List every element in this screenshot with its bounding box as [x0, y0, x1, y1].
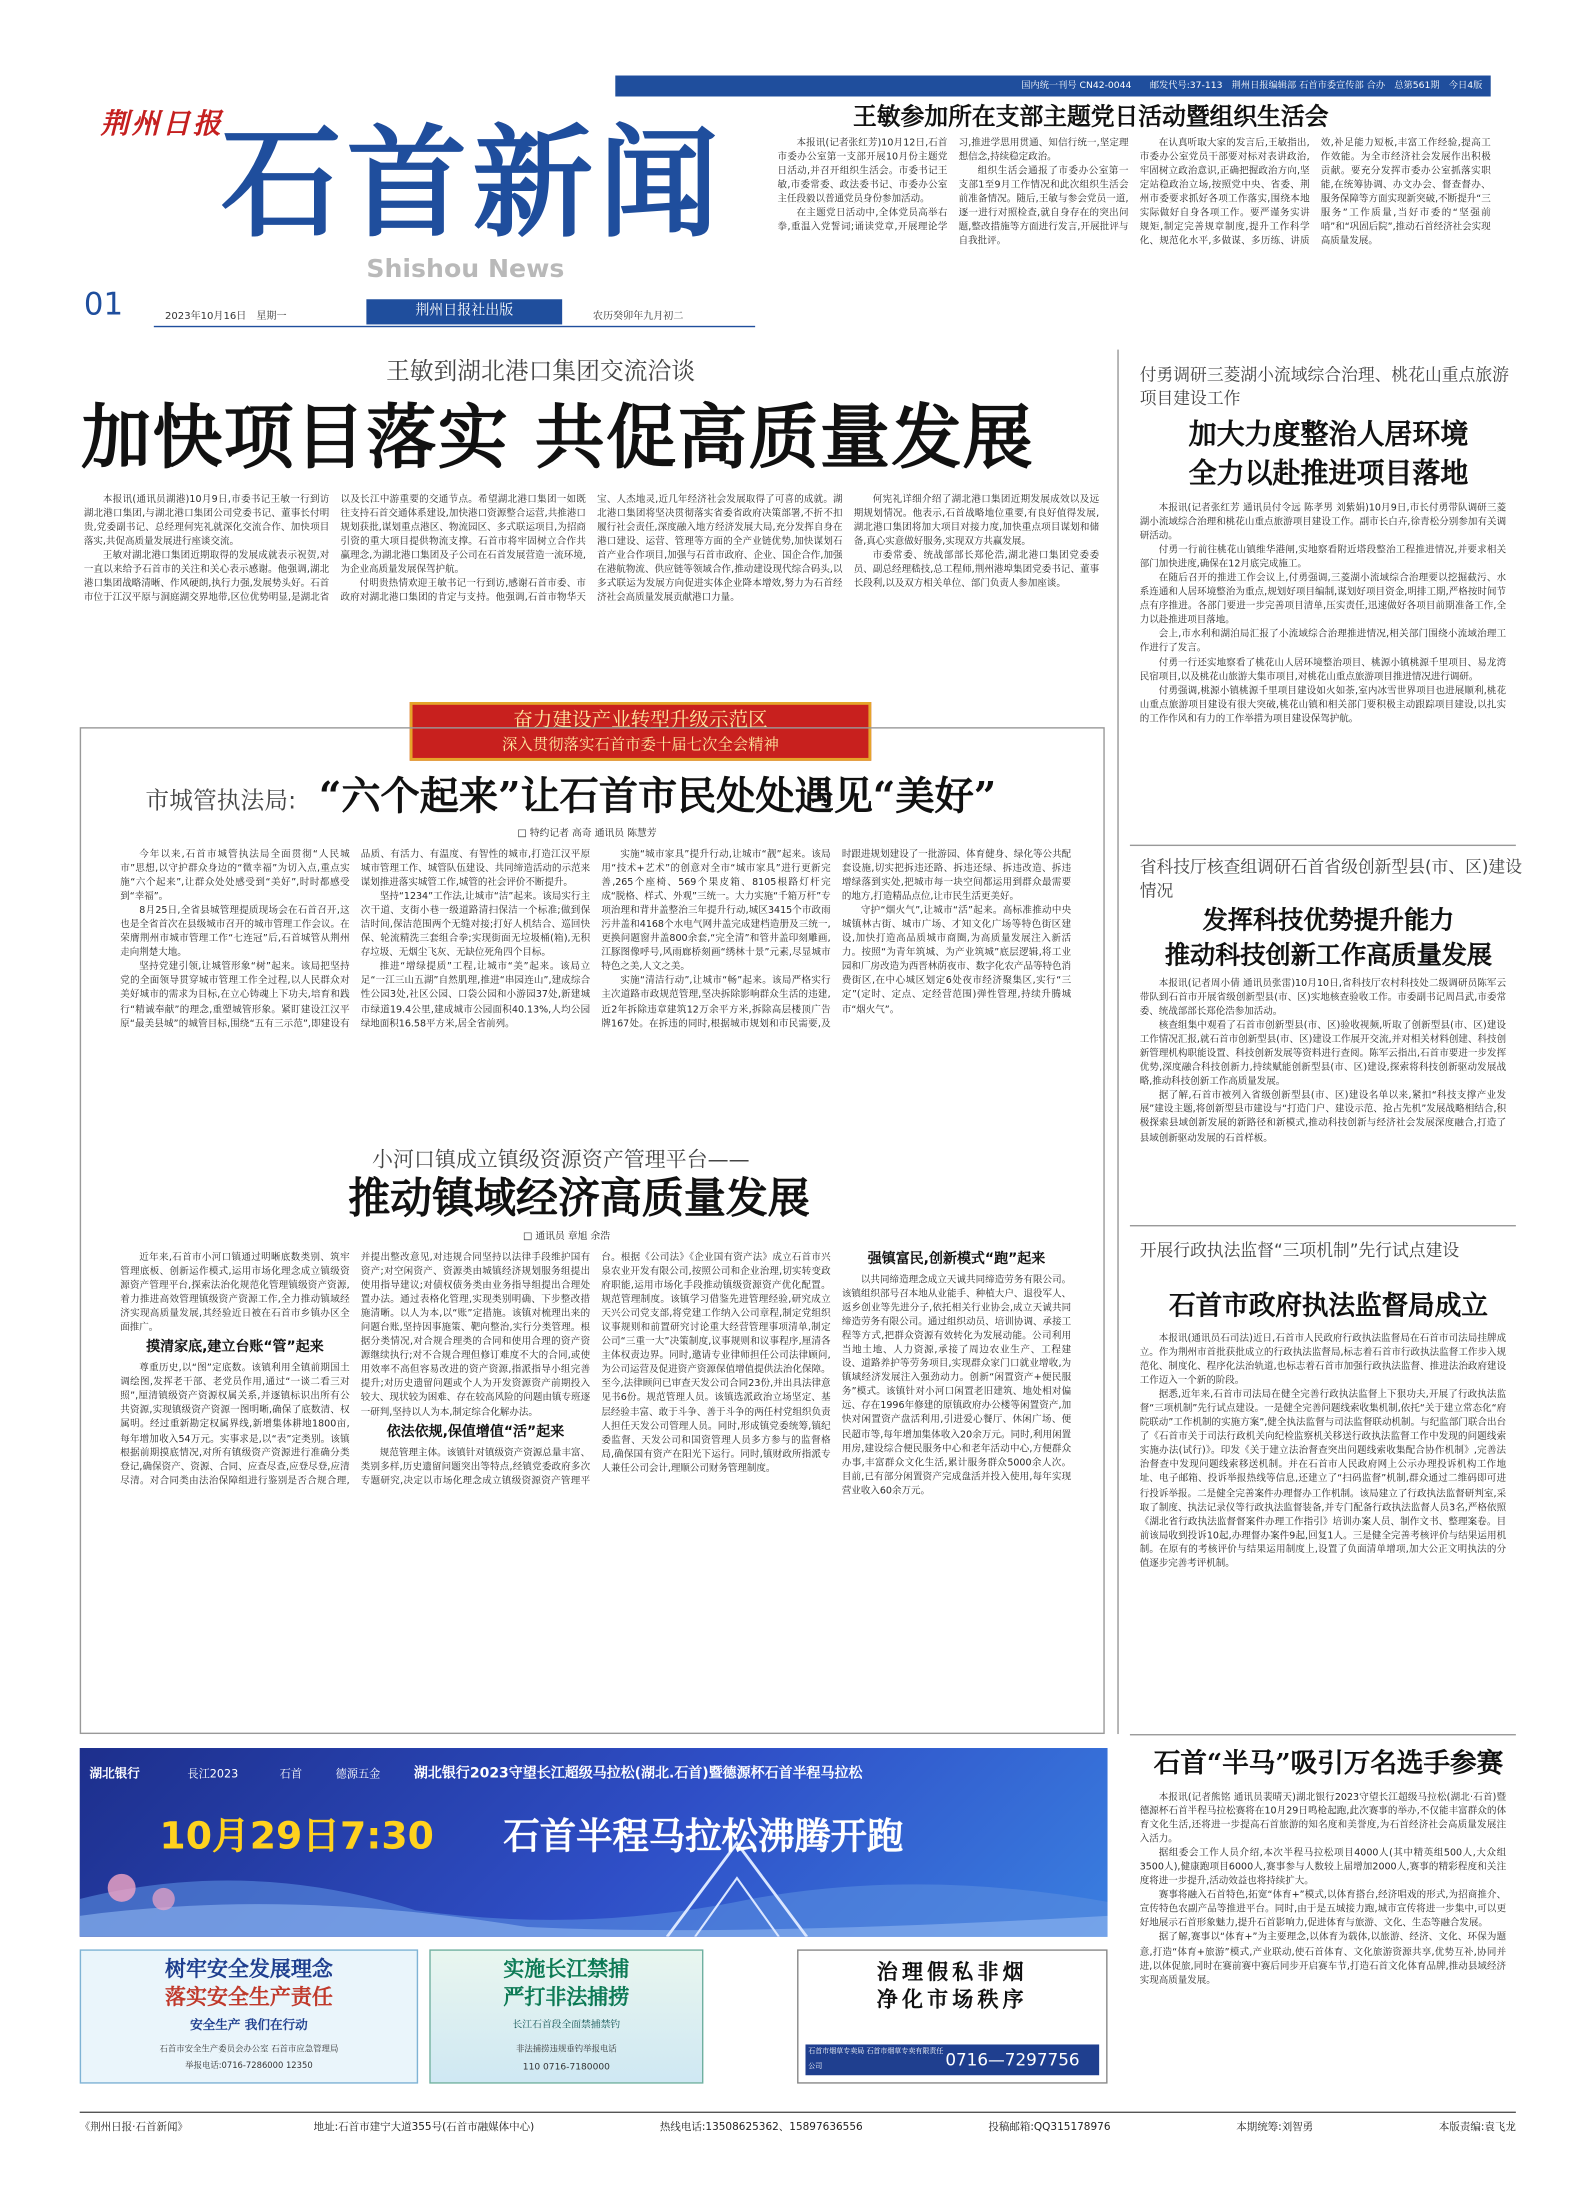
- right1-kicker: 付勇调研三菱湖小流域综合治理、桃花山重点旅游项目建设工作: [1139, 364, 1509, 409]
- lead-story-kicker: 王敏到湖北港口集团交流洽谈: [385, 357, 696, 386]
- feature2-kicker: 小河口镇成立镇级资源资产管理平台——: [371, 1146, 750, 1172]
- feature2-section-text: 规范管理主体。该镇针对镇级资产资源总量丰富、类别多样,历史遗留问题突出等特点,经镇党委政府多次专题研究,决定以市场化理念成立镇级资源资产管理平台。根据《公司法》《企业国有资产法》成立石首市兴泉农业开发有限公司,按照公司和企业治理,切实转变政府职能,运用市场化手段推动镇级资源资产优化配置。规范管理制度。该镇学习借鉴先进管理经验,研究成立天兴公司党支部,将党建工作纳入公司章程,制定党组织议事规则和前置研究讨论重大经营管理事项清单,制定公司“三重一大”决策制度,议事规则和议事程序,厘清各主体权责边界。同时,邀请专业律师担任公司法律顾问,为公司运营及促进资产资源保值增值提供法治化保障。至今,法律顾问已审查天发公司合同23份,并出具法律意见书6份。规范管理人员。该镇选派政治立场坚定、基层经验丰富、敢于斗争、善于斗争的两任村党组织负责人担任天发公司管理人员。同时,形成镇党委统筹,镇纪委监督、天发公司和国资管理人员多方参与的监督格局,确保国有资产在阳光下运行。同时,镇财政所指派专人兼任公司会计,理顺公司财务管理制度。: [360, 1251, 831, 1487]
- right4-body: [1140, 1790, 1506, 2103]
- right1-body: [1140, 501, 1506, 837]
- footer-responsible: 本版责编:袁飞龙: [1438, 2119, 1516, 2133]
- page-number: 01: [83, 288, 124, 324]
- masthead-title: 石首新闻: [220, 113, 725, 255]
- lead-story-paragraph: 王敏对湖北港口集团近期取得的发展成就表示祝贺,对一直以来给予石首市的关注和关心表示感谢。他强调,湖北港口集团战略清晰、作风硬朗,执行力强,发展势头好。石首市位于江汉平原与洞庭湖交界地带,区位优势明显,是湖北省以及长江中游重要的交通节点。希望湖北港口集团一如既往支持石首交通体系建设,加快港口资源整合运营,共推港口规划获批,谋划重点港区、物流园区、多式联运项目,为招商引资的重大项目提供物流支撑。石首市将牢固树立合作共赢理念,为湖北港口集团及子公司在石首发展营造一流环境,为企业高质量发展保驾护航。: [83, 493, 586, 604]
- safety-ad-line3: 安全生产 我们在行动: [190, 2019, 308, 2034]
- counterfeit-ad-line2: 净化市场秩序: [876, 1987, 1028, 2013]
- right1-headline: 加大力度整治人居环境 全力以赴推进项目落地: [1188, 416, 1469, 490]
- safety-ad-footer: 石首市安全生产委员会办公室 石首市应急管理局: [159, 2044, 339, 2055]
- publisher-text: 荆州日报社出版: [415, 303, 514, 319]
- feature1-paragraph: 8月25日,全省县城管理提质现场会在石首召开,这也是全省首次在县级城市召开的城市管理工作会议。在荣膺荆州市城市管理工作“七连冠”后,石首城管从荆州走向荆楚大地。: [120, 905, 350, 959]
- top-story-paragraph: 本报讯(记者张红芳)10月12日,石首市委办公室第一支部开展10月份主题党日活动,并召开组织生活会。市委书记王敏,市委常委、政法委书记、市委办公室主任段毅以普通党员身份参加活动。: [777, 137, 948, 205]
- marathon-sponsor-4: 德源五金: [335, 1767, 381, 1781]
- footer-bar: [80, 2117, 1516, 2137]
- special-banner-line1: 奋力建设产业转型升级示范区: [513, 708, 768, 732]
- right4-paragraph: 赛事将融入石首特色,拓宽“体育+”模式,以体育搭台,经济唱戏的形式,为招商推介、宣传特色农副产品等推进平台。同时,由于是五城接力跑,城市宣传将进一步集中,可以更好地展示石首形象魅力,提升石首影响力,促进体育与旅游、文化、生态等融合发展。: [1139, 1889, 1507, 1929]
- right-divider-2: [1130, 1225, 1516, 1226]
- feature1-byline: □ 特约记者 高奇 通讯员 陈慧芳: [517, 827, 657, 840]
- feature1-paragraph: 推进“增绿提质”工程,让城市“美”起来。该局立足“一江三山五湖”自然肌理,推进“串园连山”,建成综合性公园3处,社区公园、口袋公园和小游园37处,新建城市绿道19.4公里,建成城市公园面积40.13%,人均公园绿地面积16.58平方米,居全省前列。: [360, 961, 591, 1029]
- feature1-paragraph: 坚持“1234”工作法,让城市“洁”起来。该局实行主次干道、支街小巷一级道路清扫保洁一个标准;做到保洁时间,保洁范围两个无缝对接;打好人机结合、巡回快保、轮流精洗三套组合拳;实现街面无垃圾桶(箱),无积存垃圾、无烟尘飞灰、无缺位死角四个目标。: [360, 890, 591, 959]
- lead-story-paragraph: 市委常委、统战部部长郑伦浩,湖北港口集团党委委员、副总经理嵇技,总工程师,荆州港埠集团党委书记、董事长段利,以及双方相关单位、部门负责人参加座谈。: [853, 549, 1100, 590]
- top-story-body: [778, 136, 1491, 343]
- right-divider-3: [1130, 1734, 1516, 1735]
- footer-hotline: 热线电话:13508625362、15897636556: [659, 2119, 863, 2133]
- marathon-event-title: 湖北银行2023守望长江超级马拉松(湖北.石首)暨德源杯石首半程马拉松: [413, 1766, 863, 1782]
- right4-paragraph: 据了解,赛事以“体育+”为主要理念,以体育为载体,以旅游、经济、文化、环保为题意,打造“体育+旅游”模式,产业联动,使石首体育、文化旅游资源共享,优势互补,协同并进,以体促旅,同时在赛前赛中赛后同步开启赛车节,打造石首文化体育品牌,推动县域经济实现高质量发展。: [1139, 1931, 1507, 1986]
- footer-editor: 本期统筹:刘智勇: [1236, 2119, 1314, 2133]
- fishing-ad-line2: 严打非法捕捞: [503, 1984, 630, 2010]
- right1-paragraph: 在随后召开的推进工作会议上,付勇强调,三菱湖小流域综合治理要以挖掘截污、水系连通和人居环境整治为重点,规划好项目编制,谋划好项目资金,明排工期,严格按时间节点有序推进。各部门要进一步完善项目清单,压实责任,迅速做好各项目前期准备工作,全力以赴推进项目落地。: [1139, 572, 1507, 626]
- feature2-paragraph: 近年来,石首市小河口镇通过明晰底数类别、筑牢管理底板、创新运作模式,运用市场化理念成立镇级资源资产管理平台,探索法治化规范化管理镇级资产资源,着力推进高效管理镇级资产资源工作,全力推动镇域经济实现高质量发展,其经验近日被在石首市乡镇办区全面推广。: [120, 1251, 350, 1334]
- feature1-paragraph: 坚持党建引领,让城管形象“树”起来。该局把坚持党的全面领导贯穿城市管理工作全过程,以人民群众对美好城市的需求为目标,在立心铸魂上下功夫,培育和践行“精诚奉献”的理念,重塑城管形象。紧盯建设江汉平原“最美县城”的城管目标,围绕“五有三示范”,即建设有品质、有活力、有温度、有智性的城市,打造江汉平原城市管理工作、城管队伍建设、共同缔造活动的示范来谋划推进落实城管工作,城管的社会评价不断提升。: [120, 848, 591, 1029]
- right1-paragraph: 付勇一行还实地察看了桃花山人居环境整治项目、桃源小镇桃源千里项目、易龙湾民宿项目,以及桃花山旅游大集市项目,对桃花山重点旅游项目推进情况进行调研。: [1139, 656, 1507, 682]
- marathon-date: 10月29日7:30: [159, 1815, 434, 1859]
- right2-kicker: 省科技厅核查组调研石首省级创新型县(市、区)建设情况: [1139, 857, 1522, 901]
- right2-paragraph: 本报讯(记者周小倩 通讯员张雷)10月10日,省科技厅农村科技处二级调研员陈军云带队到石首市开展省级创新型县(市、区)实地核查验收工作。市委副书记周昌武,市委常委、统战部部长郑伦浩参加活动。: [1139, 977, 1507, 1017]
- lead-story-paragraph: 本报讯(通讯员湖港)10月9日,市委书记王敏一行到访湖北港口集团,与湖北港口集团公司党委书记、董事长付明贵,党委副书记、总经理何宪礼就深化交流合作、加快项目落实,共促高质量发展进行座谈交流。: [83, 493, 330, 547]
- right3-headline: 石首市政府执法监督局成立: [1169, 1290, 1488, 1322]
- feature1-headline: “六个起来”让石首市民处处遇见“美好”: [318, 773, 997, 820]
- counterfeit-ad-line1: 治理假私非烟: [876, 1959, 1028, 1985]
- marathon-sponsor-2: 長江2023: [187, 1767, 239, 1781]
- feature2-body: [120, 1250, 1071, 1720]
- right3-paragraph: 据悉,近年来,石首市司法局在健全完善行政执法监督上下狠功夫,开展了行政执法监督“三项机制”先行试点建设。一是健全完善问题线索收集机制,依托“关于建立常态化“府院联动”工作机制的实施方案”,健全执法监督与司法监督联动机制。与纪监部门联合出台了《石首市关于司法行政机关向纪检监察机关移送行政执法监督工作中发现的问题线索实施办法(试行)》。印发《关于建立法治督查突出问题线索收集配合协作机制》,完善法治督查中发现问题线索移送机制。并在石首市人民政府网上公示办理投诉机构工作地址、电子邮箱、投诉举报热线等信息,还建立了“扫码监督”机制,群众通过二维码即可进行投诉举报。二是健全完善案件办理督办工作机制。该局建立了行政执法监督研判室,采取了制度、执法记录仪等行政执法监督装备,并专门配备行政执法监督人员3名,严格依照《湖北省行政执法监督督案件办理工作指引》培训办案人员、制作文书、整理案卷。目前该局收到投诉10起,办理督办案件9起,回复1人。三是健全完善考核评价与结果运用机制。在原有的考核评价与结果运用制度上,设置了负面清单增项,加大公正文明执法的分值逐步完善考评机制。: [1139, 1388, 1507, 1569]
- issue-date: 2023年10月16日 星期一: [165, 309, 287, 322]
- column-divider: [1117, 350, 1118, 1734]
- right2-paragraph: 核查组集中观看了石首市创新型县(市、区)验收视频,听取了创新型县(市、区)建设工作情况汇报,就石首市创新型县(市、区)建设工作展开交流,并对相关材料创建、科技创新管理机构职能设置、科技创新发展等资料进行查阅。陈军云指出,石首市要进一步发挥优势,深度融合科技创新力,持续赋能创新型县(市、区)建设,探索将科技创新驱动发展战略,推动科技创新工作高质量发展。: [1139, 1019, 1507, 1088]
- feature1-paragraph: 实施“城市家具”提升行动,让城市“靓”起来。该局用“技术+艺术”的创意对全市“城市家具”进行更新完善,265个座椅、569个果皮箱、8105根路灯杆完成“脱格、样式、外观”三统一。大力实施“千箱万杆”专项治理和背井盖整治三年提升行动,城区3415个市政雨污井盖和4168个水电气网井盖完成建档造册及三统一,更换问题窗井盖800余套,“完全清”和管井盖印刻雕画,江豚图像呼号,风雨廊桥刻画“绣林十景”元素,尽显城市特色之美,人文之美。: [601, 848, 831, 973]
- feature2-section-text: 尊重历史,以“图”定底数。该镇利用全镇前期国土调绘图,发挥老干部、老党员作用,通过“一谈二看三对照”,厘清镇级资产资源权属关系,并逐镇标识出所有公共资源,实现镇级资产资源一图明晰,确保了底数清、权属明。经过重新勘定权属界线,新增集体耕地1800亩,每年增加收入54万元。实事求是,以“表”定类别。该镇根据前期摸底情况,对所有镇级资产资源进行准确分类登记,确保资产、资源、合同、应查尽查,应登尽登,应清尽清。对合同类由法治保障组进行鉴别是否合规合理,并提出整改意见,对违规合同坚持以法律手段维护国有资产;对空闲资产、资源类由城镇经济规划服务组提出使用指导建议;对债权债务类由业务指导组提出合理处置办法。通过表格化管理,实现类别明确、下步整改措施清晰。以人为本,以“账”定措施。该镇对梳理出来的问题台账,坚持因事施策、靶向整治,实行分类管理。根据分类情况,对合规合理类的合同和使用合理的资产资源继续执行;对不合规合理但修订难度不大的合同,或使用效率不高但容易改进的资产资源,指派指导小组完善提升;对历史遗留问题或个人为开发资源资产前期投入较大、现状较为困难、存在较高风险的问题由镇专班逐一研判,坚持以人为本,制定综合化解办法。: [120, 1251, 591, 1487]
- safety-ad-line2: 落实安全生产责任: [164, 1984, 333, 2010]
- fishing-ad-phone: 110 0716-7180000: [522, 2061, 610, 2073]
- right3-body: [1140, 1331, 1506, 1723]
- masthead-rule: [154, 326, 755, 327]
- right1-paragraph: 本报讯(记者张红芳 通讯员付令远 陈孝男 刘紫娟)10月9日,市长付勇带队调研三菱湖小流域综合治理和桃花山重点旅游项目建设工作。副市长白卉,徐青松分别参加有关调研活动。: [1139, 502, 1507, 542]
- footer-address: 地址:石首市建宁大道355号(石首市融媒体中心): [313, 2119, 535, 2133]
- right-divider-1: [1130, 845, 1516, 846]
- counterfeit-ad-phone: 0716—7297756: [945, 2050, 1080, 2070]
- lead-story-body: [84, 492, 1099, 688]
- right4-paragraph: 本报讯(记者熊铭 通讯员裴晴天)湖北银行2023守望长江超级马拉松(湖北·石首)暨德源杯石首半程马拉松赛将在10月29日鸣枪起跑,此次赛事的举办,不仅能丰富群众的体育文化生活,还将进一步提高石首旅游的知名度和美誉度,为石首经济社会高质量发展注入活力。: [1139, 1791, 1507, 1845]
- feature2-section-title: 依法依规,保值增值“活”起来: [386, 1424, 565, 1440]
- right2-paragraph: 据了解,石首市被列入省级创新型县(市、区)建设名单以来,紧扣“科技支撑产业发展”建设主题,将创新型县市建设与“打造门户、建设示范、抢占先机”发展战略相结合,积极探索县域创新发展的新路径和新模式,推动科技创新与经济社会发展深度融合,打造了县域创新驱动发展的石首样板。: [1139, 1089, 1507, 1144]
- right4-headline: 石首“半马”吸引万名选手参赛: [1153, 1748, 1504, 1779]
- feature1-body: [120, 847, 1071, 1120]
- feature1-paragraph: 今年以来,石首市城管执法局全面贯彻“人民城市”思想,以守护群众身边的“微幸福”为切入点,重点实施“六个起来”,让群众处处感受到“美好”,时时都感受到“幸福”。: [120, 848, 350, 903]
- fishing-ad-footer: 非法捕捞违规垂钓举报电话: [515, 2044, 617, 2055]
- paper-logo: 荆州日报: [100, 106, 224, 140]
- top-story-paragraph: 在主题党日活动中,全体党员高举右拳,重温入党誓词;诵读党章,开展理论学习,推进学思用贯通、知信行统一,坚定理想信念,持续稳定政治。: [777, 137, 1129, 233]
- counterfeit-ad-footer: 石首市烟草专卖局 石首市烟草专卖有限责任公司: [808, 2047, 944, 2072]
- fishing-ad-line3: 长江石首段全面禁捕禁钓: [512, 2019, 621, 2031]
- footer-email: 投稿邮箱:QQ315178976: [988, 2119, 1111, 2133]
- feature2-section-title: 摸清家底,建立台账“管”起来: [146, 1340, 324, 1356]
- right1-paragraph: 付勇强调,桃源小镇桃源千里项目建设如火如荼,室内冰雪世界项目也进展顺利,桃花山重点旅游项目建设有很大突破,桃花山镇和相关部门要积极主动跟踪项目建设,以扎实的工作作风和有力的工作举措为项目建设保驾护航。: [1139, 684, 1507, 724]
- top-story-paragraph: 组织生活会通报了市委办公室第一支部1至9月工作情况和此次组织生活会前准备情况。随后,王敏与参会党员一道,逐一进行对照检查,就自身存在的突出问题,整改措施等方面进行发言,开展批评与自我批评。: [958, 165, 1129, 247]
- right4-paragraph: 据组委会工作人员介绍,本次半程马拉松项目4000人(其中精英组500人,大众组3500人),健康跑项目6000人,赛事参与人数较上届增加2000人,赛事的精彩程度和关注度将进一步提升,活动效益也将持续扩大。: [1139, 1847, 1507, 1887]
- safety-ad-phone: 举报电话:0716-7286000 12350: [185, 2061, 313, 2072]
- special-banner-line2: 深入贯彻落实石首市委十届七次全会精神: [502, 735, 779, 754]
- feature1-paragraph: 守护“烟火气”,让城市“活”起来。高标准推动中央城镇林古街、城市广场、才知文化广场等特色街区建设,加快打造高品质城市商圈,为高质量发展注入新活力。按照“为青年筑城、为产业筑城”底层逻辑,将工业园和厂房改造为西晋林荫夜市、数字化农产品等特色消费街区,在中心城区划定6处夜市经济聚集区,实行“三定”(定时、定点、定经营范围)弹性管理,持续升腾城市“烟火气”。: [841, 905, 1072, 1015]
- footer-rule: [80, 2112, 1516, 2113]
- right1-paragraph: 会上,市水利和湖泊局汇报了小流域综合治理推进情况,相关部门围绕小流域治理工作进行了发言。: [1139, 628, 1507, 654]
- right2-body: [1140, 976, 1506, 1214]
- marathon-slogan: 石首半程马拉松沸腾开跑: [503, 1816, 904, 1859]
- feature2-section-title: 强镇富民,创新模式“跑”起来: [867, 1251, 1046, 1267]
- feature1-kicker: 市城管执法局:: [145, 787, 297, 816]
- feature2-section-text: 以共同缔造理念成立天诚共同缔造劳务有限公司。该镇组织部号召本地从业能手、种植大户、退役军人、返乡创业等先进分子,依托相关行业协会,成立天诚共同缔造劳务有限公司。通过组织动员、培训协调、承接工程等方式,把群众资源有效转化为发展动能。公司利用当地土地、人力资源,承接了周边农业生产、工程建设、道路养护等劳务项目,实现群众家门口就业增收,为镇域经济发展注入强劲动力。创新“闲置资产+便民服务”模式。该镇针对小河口闲置老旧建筑、地处相对偏远、存在1996年修建的原镇政府办公楼等闲置资产,加快对闲置资产盘活利用,引进爱心餐厅、休闲广场、便民超市等,每年增加集体收入20余万元。同时,利用闲置用房,建设综合便民服务中心和老年活动中心,方便群众办事,丰富群众文化生活,累计服务群众5000余人次。目前,已有部分闲置资产完成盘活并投入使用,每年实现营业收入60余万元。: [841, 1273, 1072, 1496]
- footer-paper: 《荆州日报·石首新闻》: [79, 2119, 188, 2133]
- masthead-subtitle: Shishou News: [366, 254, 565, 284]
- feature1-paragraph: 实施“清洁行动”,让城市“畅”起来。该局严格实行主次道路市政规范管理,坚决拆除影响群众生活的违建,近2年拆除违章建筑12万余平方米,拆除高层楼顶广告牌167处。在拆违的同时,根据城市规划和市民需要,及时跟进规划建设了一批游园、体育健身、绿化等公共配套设施,切实把拆违还路、拆违还绿、拆违改造、拆违增绿落到实处,把城市每一块空间都运用到群众最需要的地方,打造精品点位,让市民生活更美好。: [601, 848, 1072, 1029]
- safety-ad-line1: 树牢安全发展理念: [164, 1956, 333, 1982]
- lunar-date: 农历癸卯年九月初二: [592, 309, 684, 322]
- marathon-sponsor-bank: 湖北银行: [89, 1767, 140, 1782]
- marathon-sponsor-3: 石首: [279, 1767, 303, 1781]
- lead-story-paragraph: 何宪礼详细介绍了湖北港口集团近期发展成效以及远期规划情况。他表示,石首战略地位重要,有良好值得发展,湖北港口集团将加大项目对接力度,加快重点项目谋划和储备,真心实意做好服务,实现双方共赢发展。: [853, 493, 1100, 547]
- top-info-text: 国内统一刊号 CN42-0044 邮发代号:37-113 荆州日报编辑部 石首市委宣传部 合办 总第561期 今日4版: [1021, 79, 1483, 91]
- right1-paragraph: 付勇一行前往桃花山镇维华港闸,实地察看附近塔段整治工程推进情况,并要求相关部门加快进度,确保在12月底完成施工。: [1139, 544, 1507, 570]
- right3-kicker: 开展行政执法监督“三项机制”先行试点建设: [1139, 1240, 1460, 1260]
- top-story-headline: 王敏参加所在支部主题党日活动暨组织生活会: [853, 103, 1329, 132]
- right2-headline: 发挥科技优势提升能力 推动科技创新工作高质量发展: [1164, 906, 1493, 971]
- fishing-ad-line1: 实施长江禁捕: [503, 1956, 630, 1982]
- lead-story-headline: 加快项目落实 共促高质量发展: [81, 395, 1035, 479]
- feature2-headline: 推动镇域经济高质量发展: [348, 1174, 810, 1224]
- right3-paragraph: 本报讯(通讯员石司法)近日,石首市人民政府行政执法监督局在石首市司法局挂牌成立。作为荆州市首批获批成立的行政执法监督局,标志着石首市行政执法监督工作步入规范化、制度化、程序化法治轨道,也标志着石首市加强行政执法监督、推进法治政府建设工作迈入一个新的阶段。: [1139, 1332, 1507, 1387]
- lead-story-paragraph: 付明贵热情欢迎王敏书记一行到访,感谢石首市委、市政府对湖北港口集团的肯定与支持。他强调,石首市物华天宝、人杰地灵,近几年经济社会发展取得了可喜的成就。湖北港口集团将坚决贯彻落实省委省政府决策部署,不折不扣履行社会责任,深度融入地方经济发展大局,充分发挥自身在港口建设、运营、管理等方面的全产业链优势,加快谋划石首产业合作项目,加强与石首市政府、企业、国企合作,加强在港航物流、供应链等领域合作,推动建设现代综合码头,以多式联运为发展方向促进实体企业降本增效,努力为石首经济社会高质量发展贡献港口力量。: [340, 493, 843, 604]
- top-story-paragraph: 在认真听取大家的发言后,王敏指出,市委办公室党员干部要对标对表讲政治,牢固树立政治意识,正确把握政治方向,坚定站稳政治立场,按照党中央、省委、荆州市委要求抓好各项工作落实,围绕本地实际做好自身各项工作。要严谨务实讲规矩,制定完善规章制度,提升工作科学化、规范化水平,多做谋、多历练、讲质效,补足能力短板,丰富工作经验,提高工作效能。为全市经济社会发展作出积极贡献。要充分发挥市委办公室抓落实职能,在统筹协调、办文办会、督查督办、服务保障等方面实现新突破,不断提升“三服务”工作质量,当好市委的“坚强前哨”和“巩固后院”,推动石首经济社会实现高质量发展。: [1139, 137, 1491, 247]
- feature2-byline: □ 通讯员 章旭 余浩: [523, 1230, 611, 1242]
